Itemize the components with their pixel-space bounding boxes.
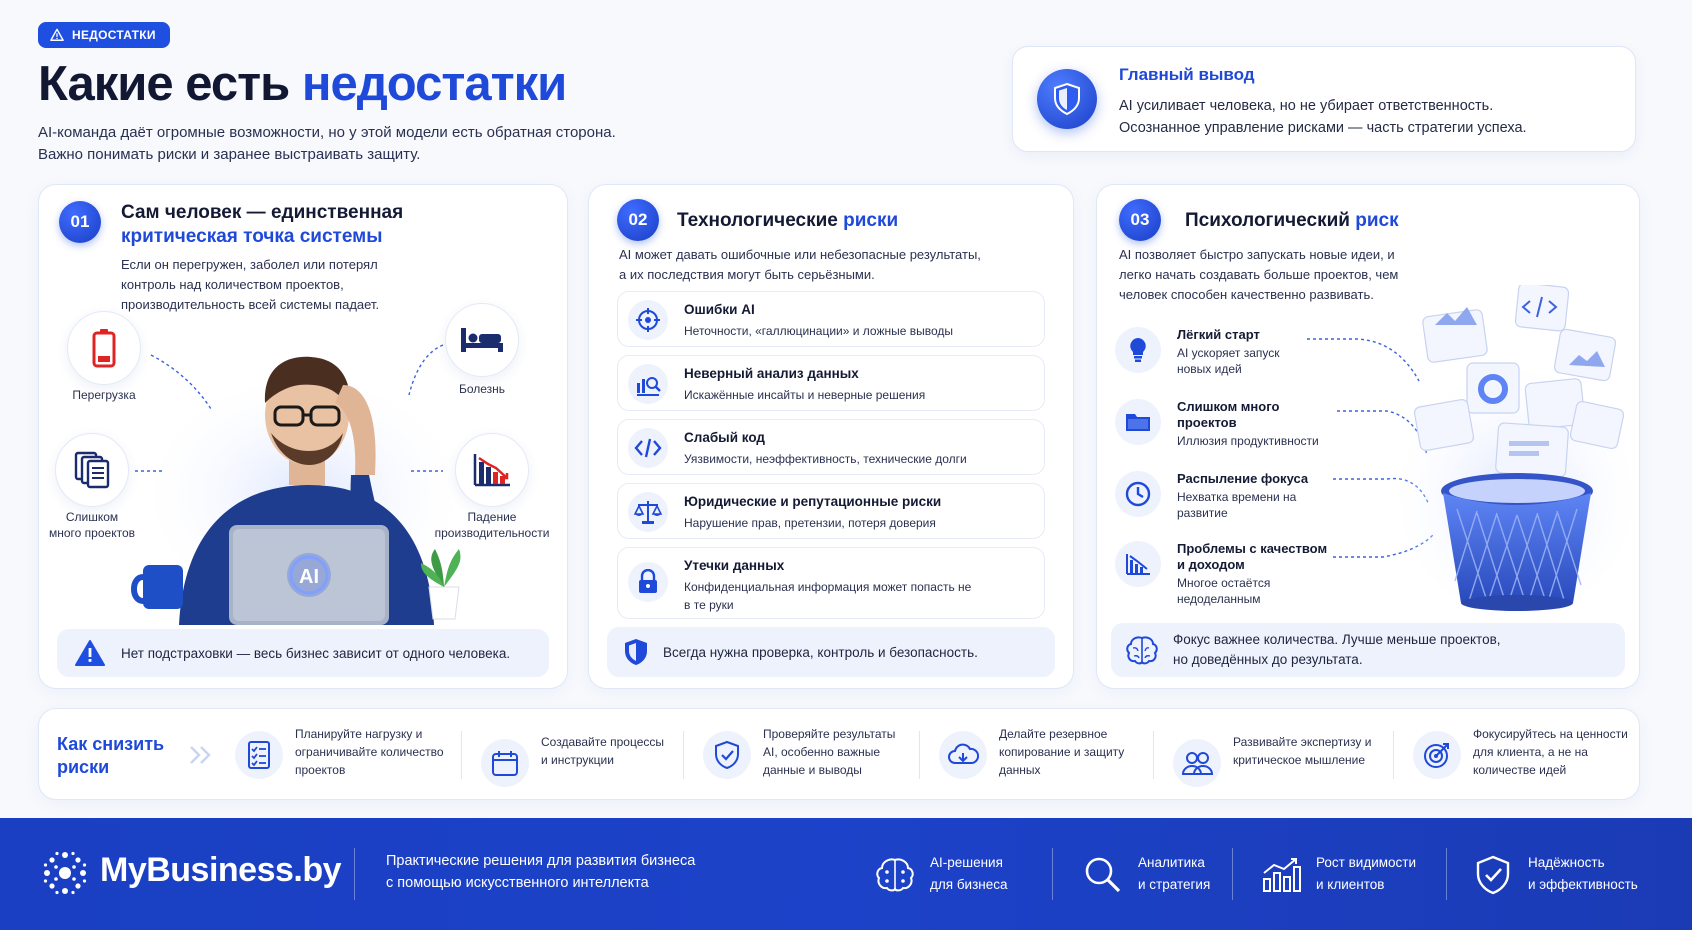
code-icon (628, 428, 668, 468)
divider (1446, 848, 1447, 900)
divider (1232, 848, 1233, 900)
tip-text: Развивайте экспертизу и критическое мышление (1233, 735, 1372, 767)
card-number: 02 (617, 199, 659, 241)
subtitle-line: AI-команда даёт огромные возможности, но у этой модели есть обратная сторона. (38, 124, 616, 141)
divider (461, 731, 462, 779)
label-line: производительности (434, 526, 550, 540)
psych-item-desc: Нехватка времени на развитие (1177, 490, 1297, 520)
label-line: Падение (467, 510, 517, 524)
shield-check-icon (703, 731, 751, 779)
risk-row (617, 547, 1045, 619)
check-bar (607, 627, 1055, 677)
card-title-accent: риск (1355, 210, 1399, 231)
risk-desc: Неточности, «галлюцинации» и ложные выводы (684, 324, 954, 338)
brain-icon (874, 854, 916, 896)
risk-row (617, 291, 1045, 347)
psych-item-title: Распыление фокуса (1177, 471, 1309, 486)
card-tech-risks (588, 184, 1074, 689)
footer-tagline (386, 850, 746, 894)
shield-check-icon (1472, 854, 1514, 896)
psych-item-title: Лёгкий старт (1177, 327, 1260, 342)
footer-item-line: AI-решения (930, 855, 1003, 870)
label-line: Слишком (65, 510, 119, 524)
lock-icon (628, 562, 668, 602)
brand-logo[interactable]: MyBusiness.by (100, 851, 342, 889)
card-title-line: Сам человек — единственная (121, 202, 404, 223)
warning-icon (50, 28, 64, 42)
divider (919, 731, 920, 779)
title-text: Какие есть (38, 57, 302, 111)
risk-title: Слабый код (684, 430, 765, 445)
risk-desc: Уязвимости, неэффективность, технические долги (684, 452, 967, 466)
divider (354, 848, 355, 900)
focus-text: Фокус важнее количества. Лучше меньше проектов, но доведённых до результата. (1173, 632, 1501, 667)
risk-title: Утечки данных (684, 558, 785, 573)
card-text-line: AI может давать ошибочные или небезопасные результаты, (619, 247, 981, 262)
brain-icon (1125, 635, 1159, 665)
divider (683, 731, 684, 779)
risk-row (617, 355, 1045, 411)
footer-item-line: для бизнеса (930, 877, 1008, 892)
logo-icon (42, 850, 88, 896)
card-title (677, 209, 898, 233)
target-icon (1413, 731, 1461, 779)
badge-label: НЕДОСТАТКИ (72, 28, 156, 42)
psych-item-desc: AI ускоряет запуск новых идей (1177, 346, 1280, 376)
conclusion-line: AI усиливает человека, но не убирает ответственность. (1119, 98, 1494, 114)
strip-title-line: Как снизить (57, 734, 165, 754)
tip-text: Проверяйте результаты AI, особенно важные данные и выводы (763, 727, 896, 777)
footer-item-line: и эффективность (1528, 877, 1638, 892)
tagline-line: с помощью искусственного интеллекта (386, 875, 649, 891)
conclusion-line: Осознанное управление рисками — часть стратегии успеха. (1119, 120, 1527, 136)
divider (1153, 731, 1154, 779)
trash-basket-illustration (1397, 285, 1633, 615)
card-text (619, 245, 1049, 285)
card-human-risk (38, 184, 568, 689)
footer-item-text (1528, 852, 1688, 896)
title-accent: недостатки (301, 57, 567, 111)
strip-title (57, 733, 164, 779)
psych-item-desc: Иллюзия продуктивности (1177, 434, 1319, 448)
card-number: 01 (59, 201, 101, 243)
checklist-icon (235, 731, 283, 779)
divider (1052, 848, 1053, 900)
laptop-ai-label: AI (299, 566, 319, 588)
psych-item-desc: Многое остаётся недоделанным (1177, 576, 1271, 606)
warning-bar (57, 629, 549, 677)
subtitle-line: Важно понимать риски и заранее выстраивать защиту. (38, 146, 421, 163)
footer-item-line: и стратегия (1138, 877, 1211, 892)
psych-item-title: Слишком много проектов (1177, 399, 1280, 430)
cloud-icon (939, 731, 987, 779)
warning-text: Нет подстраховки — весь бизнес зависит от одного человека. (121, 645, 511, 661)
card-title-accent: критическая точка системы (121, 226, 383, 247)
dotted-connectors (39, 185, 569, 690)
psych-item-title: Проблемы с качеством и доходом (1177, 541, 1328, 572)
conclusion-card (1012, 46, 1636, 152)
risk-desc: Нарушение прав, претензии, потеря доверия (684, 516, 936, 530)
footer-item-line: Рост видимости (1316, 855, 1416, 870)
tip-text: Делайте резервное копирование и защиту данных (999, 727, 1125, 777)
tip-text: Создавайте процессы и инструкции (541, 735, 664, 767)
page-subtitle (38, 122, 678, 166)
card-title-text: Психологический (1185, 210, 1356, 231)
calendar-icon (481, 739, 529, 787)
card-text-line: а их последствия могут быть серьёзными. (619, 267, 875, 282)
risk-title: Юридические и репутационные риски (684, 494, 942, 509)
footer-item-line: Аналитика (1138, 855, 1205, 870)
label-line: много проектов (49, 526, 135, 540)
footer-item-text (930, 852, 1090, 896)
risk-desc: Конфиденциальная информация может попасть не в те руки (684, 580, 972, 612)
footer (0, 818, 1692, 930)
card-number: 03 (1119, 199, 1161, 241)
risk-title: Ошибки AI (684, 302, 755, 317)
magnifier-icon (1082, 854, 1124, 896)
page-title (38, 56, 566, 112)
warning-icon (75, 639, 105, 667)
shield-icon (623, 637, 649, 667)
focus-bar (1111, 623, 1625, 677)
strip-title-line: риски (57, 757, 110, 777)
crosshair-icon (628, 300, 668, 340)
growth-chart-icon (1260, 854, 1302, 896)
card-text: AI позволяет быстро запускать новые идеи, и легко начать создавать больше проектов, чем человек способен качественно развивать. (1119, 247, 1399, 302)
conclusion-title: Главный вывод (1119, 65, 1255, 84)
reduce-risks-strip (38, 708, 1640, 800)
risk-desc: Искажённые инсайты и неверные решения (684, 388, 926, 402)
conclusion-text (1119, 95, 1619, 139)
divider (1393, 731, 1394, 779)
footer-item-line: Надёжность (1528, 855, 1605, 870)
users-icon (1173, 739, 1221, 787)
icon-label-overload: Перегрузка (72, 388, 136, 402)
card-title-text: Технологические (677, 210, 844, 231)
icon-label-illness: Болезнь (458, 382, 506, 396)
shield-icon (1037, 69, 1097, 129)
card-text: Если он перегружен, заболел или потерял контроль над количеством проектов, производительность всей системы падает. (121, 257, 380, 312)
risk-row (617, 483, 1045, 539)
scales-icon (628, 492, 668, 532)
section-badge (38, 22, 170, 48)
data-analysis-icon (628, 364, 668, 404)
card-title-accent: риски (843, 210, 899, 231)
card-psych-risk (1096, 184, 1640, 689)
tagline-line: Практические решения для развития бизнеса (386, 853, 696, 869)
tip-text: Фокусируйтесь на ценности для клиента, а не на количестве идей (1473, 727, 1628, 777)
risk-title: Неверный анализ данных (684, 366, 859, 381)
footer-item-text (1316, 852, 1476, 896)
check-text: Всегда нужна проверка, контроль и безопасность. (663, 644, 978, 660)
risk-row (617, 419, 1045, 475)
tip-text: Планируйте нагрузку и ограничивайте количество проектов (295, 727, 444, 777)
footer-item-line: и клиентов (1316, 877, 1385, 892)
chevrons-right-icon (187, 745, 215, 765)
